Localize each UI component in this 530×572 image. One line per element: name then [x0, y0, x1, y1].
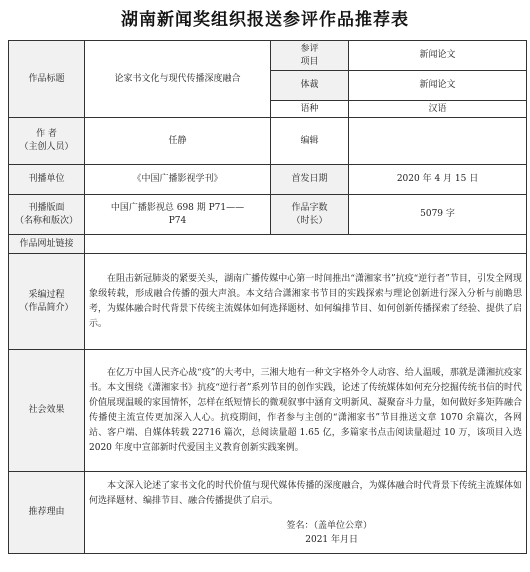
link-value — [85, 235, 527, 254]
word-count-label — [271, 195, 349, 235]
editor-label: 编辑 — [271, 118, 349, 165]
reason-text: 本文深入论述了家书文化的时代价值与现代媒体传播的深度融合，为媒体融合时代背景下传统主流媒体如何选择题材、编排节目、融合传播提供了启示。 — [89, 480, 523, 506]
signature-line: 签名：（盖单位公章） — [286, 520, 373, 531]
reason-label: 推荐理由 — [9, 472, 85, 554]
issue-label — [9, 195, 85, 235]
language-label: 语种 — [271, 101, 349, 118]
effect-text: 在亿万中国人民齐心战“疫”的大考中，三湘大地有一种文字格外令人动容、给人温暖，那就是潇湘抗疫家书。本文围绕《潇湘家书》抗疫“逆行者”系列节目的创作实践，论述了传统媒体如何充分挖掘传统书信的时代价值展现温暖的家国情怀，怎样在纸短情长的微观叙事中涵育文明新风、凝聚奋斗力量，如何做好多矩阵融合传播使主流宣传更加深入人心。抗疫期间，作者参与主创的“潇湘家书”节目推送文章 1070 余篇次，各网站、客户端、自媒体转载 22716 篇次，总阅读量超 1.65 亿，多篇家书点击阅读量超过 10 万，该项目入选 2020 年度中宣部新时代爱国主义教育创新实践案例。 — [89, 367, 523, 453]
author-label-line-2: （主创人员） — [19, 142, 74, 152]
word-count-value: 5079 字 — [349, 195, 527, 235]
publisher-label: 刊播单位 — [9, 165, 85, 195]
issue-value-line-1: 中国广播影视总 698 期 P71—— — [110, 202, 245, 213]
process-label-line-1: 采编过程 — [28, 289, 65, 300]
word-count-label-line-1: 作品字数 — [291, 202, 328, 213]
reason-text-cell — [85, 472, 527, 554]
page-title: 湖南新闻奖组织报送参评作品推荐表 — [121, 10, 409, 30]
author-value: 任静 — [85, 118, 271, 165]
genre-label: 体裁 — [271, 71, 349, 101]
process-label-line-2: （作品简介） — [19, 302, 74, 313]
category-label-line-1: 参评 — [300, 43, 319, 54]
first-date-label: 首发日期 — [271, 165, 349, 195]
issue-value — [85, 195, 271, 235]
issue-value-line-2: P74 — [168, 215, 187, 226]
work-title-value: 论家书文化与现代传播深度融合 — [85, 41, 271, 118]
author-label-line-1: 作 者 — [36, 129, 57, 139]
process-text-cell — [85, 254, 527, 350]
publisher-value: 《中国广播影视学刊》 — [85, 165, 271, 195]
link-label: 作品网址链接 — [9, 235, 85, 254]
work-title-label: 作品标题 — [9, 41, 85, 118]
recommendation-form-table — [8, 40, 527, 554]
category-value: 新闻论文 — [349, 41, 527, 71]
signature-date: 2021 年月日 — [305, 534, 359, 545]
category-label-line-2: 项目 — [300, 56, 319, 67]
issue-label-line-2: （名称和版次） — [14, 215, 78, 226]
process-label — [9, 254, 85, 350]
language-value: 汉语 — [349, 101, 527, 118]
issue-label-line-1: 刊播版面 — [28, 202, 65, 213]
genre-value: 新闻论文 — [349, 71, 527, 101]
first-date-value: 2020 年 4 月 15 日 — [349, 165, 527, 195]
editor-value — [349, 118, 527, 165]
author-label — [9, 118, 85, 165]
effect-label: 社会效果 — [9, 350, 85, 472]
word-count-label-line-2: （时长） — [291, 215, 328, 226]
category-label — [271, 41, 349, 71]
effect-text-cell — [85, 350, 527, 472]
process-text: 在阻击新冠肺炎的紧要关头，湖南广播传媒中心第一时间推出“潇湘家书”抗疫“逆行者”节目，引发全网现象级转载，形成融合传播的强大声浪。本文结合潇湘家书节目的实践探索与理论创新进行深入分析与前瞻思考，为媒体融合时代背景下传统主流媒体如何选择题材、如何编排节目、如何创新传播探索了经验、提供了启示。 — [89, 273, 523, 329]
